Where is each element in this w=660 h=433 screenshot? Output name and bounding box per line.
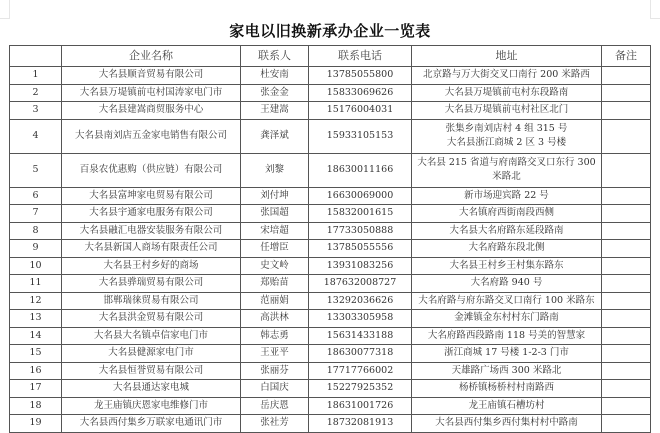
cell-address: 大名府路东段北侧: [412, 240, 602, 258]
cell-address: 金滩镇金东村村东门路南: [412, 310, 602, 328]
cell-address: 大名县大名府路东延段路南: [412, 222, 602, 240]
cell-name: 大名县南刘店五金家电销售有限公司: [62, 119, 241, 153]
cell-address: 浙江商城 17 号楼 1-2-3 门市: [412, 345, 602, 363]
cell-no: 4: [10, 119, 62, 153]
cell-contact: 张国超: [241, 205, 309, 223]
cell-name: 大名县富坤家电贸易有限公司: [62, 187, 241, 205]
cell-contact: 史文岭: [241, 257, 309, 275]
cell-address: 大名镇府西街南段西侧: [412, 205, 602, 223]
cell-name: 大名县西付集乡万联家电通讯门市: [62, 415, 241, 433]
table-row: [10, 153, 651, 187]
cell-phone: 18732081913: [309, 415, 412, 433]
cell-address: 大名府路与府东路交叉口南行 100 米路东: [412, 292, 602, 310]
cell-no: 15: [10, 345, 62, 363]
table-row: [10, 205, 651, 223]
cell-no: 16: [10, 362, 62, 380]
cell-phone: 15833069626: [309, 84, 412, 102]
cell-name: 大名县万堤镇前屯村国涛家电门市: [62, 84, 241, 102]
cell-no: 12: [10, 292, 62, 310]
table-row: [10, 327, 651, 345]
cell-address: 杨桥镇杨桥村村南路西: [412, 380, 602, 398]
cell-note: [602, 257, 651, 275]
cell-contact: 张金金: [241, 84, 309, 102]
table-row: [10, 380, 651, 398]
cell-note: [602, 240, 651, 258]
cell-phone: 16630069000: [309, 187, 412, 205]
cell-phone: 15631433188: [309, 327, 412, 345]
cell-address: 大名县万堤镇前屯村社区北门: [412, 102, 602, 120]
cell-contact: 岳庆恩: [241, 397, 309, 415]
cell-note: [602, 119, 651, 153]
cell-note: [602, 275, 651, 293]
cell-phone: 17733050888: [309, 222, 412, 240]
cell-no: 5: [10, 153, 62, 187]
cell-name: 大名县洪金贸易有限公司: [62, 310, 241, 328]
cell-note: [602, 397, 651, 415]
cell-no: 2: [10, 84, 62, 102]
cell-phone: 15933105153: [309, 119, 412, 153]
cell-name: 大名县宇通家电服务有限公司: [62, 205, 241, 223]
table-row: [10, 310, 651, 328]
cell-no: 8: [10, 222, 62, 240]
cell-note: [602, 205, 651, 223]
cell-no: 13: [10, 310, 62, 328]
cell-name: 大名县建嵩商贸服务中心: [62, 102, 241, 120]
table-row: [10, 415, 651, 433]
cell-phone: 17717766002: [309, 362, 412, 380]
cell-contact: 刘黎: [241, 153, 309, 187]
cell-name: 龙王庙镇庆恩家电维修门市: [62, 397, 241, 415]
document-title: 家电以旧换新承办企业一览表: [229, 22, 431, 40]
table-row: [10, 67, 651, 85]
cell-contact: 刘付坤: [241, 187, 309, 205]
cell-contact: 张丽芬: [241, 362, 309, 380]
cell-no: 7: [10, 205, 62, 223]
cell-contact: 王亚平: [241, 345, 309, 363]
cell-address: 大名县王村乡王村集东路东: [412, 257, 602, 275]
table-row: [10, 222, 651, 240]
cell-name: 邯郸瑞徕贸易有限公司: [62, 292, 241, 310]
table-row: [10, 292, 651, 310]
page-corner-mark: [0, 0, 10, 19]
cell-note: [602, 415, 651, 433]
table-header-row: [10, 46, 651, 67]
cell-no: 6: [10, 187, 62, 205]
cell-note: [602, 222, 651, 240]
cell-phone: 13785055556: [309, 240, 412, 258]
cell-contact: 宋培超: [241, 222, 309, 240]
cell-address: 大名县 215 省道与府南路交叉口东行 300 米路北: [412, 153, 602, 187]
cell-contact: 王建嵩: [241, 102, 309, 120]
cell-name: 大名县大名镇卓信家电门市: [62, 327, 241, 345]
cell-no: 17: [10, 380, 62, 398]
cell-note: [602, 310, 651, 328]
cell-contact: 张社芳: [241, 415, 309, 433]
cell-address: 天雄路广场西 300 米路北: [412, 362, 602, 380]
cell-address: 新市场迎宾路 22 号: [412, 187, 602, 205]
cell-no: 18: [10, 397, 62, 415]
cell-note: [602, 292, 651, 310]
cell-no: 3: [10, 102, 62, 120]
cell-contact: 郑贻苗: [241, 275, 309, 293]
cell-phone: 15176004031: [309, 102, 412, 120]
cell-note: [602, 345, 651, 363]
cell-name: 大名县王村乡好的商场: [62, 257, 241, 275]
cell-phone: 18630011166: [309, 153, 412, 187]
cell-address: 张集乡南刘店村 4 组 315 号 大名县浙江商城 2 区 3 号楼: [412, 119, 602, 153]
cell-address: 龙王庙镇石槽坊村: [412, 397, 602, 415]
cell-phone: 18631001726: [309, 397, 412, 415]
cell-address: 大名府路西段路南 118 号美的智慧家: [412, 327, 602, 345]
header-note: 备注: [602, 46, 651, 67]
cell-contact: 范丽娟: [241, 292, 309, 310]
cell-name: 大名县骅瑞贸易有限公司: [62, 275, 241, 293]
cell-name: 大名县融汇电器安装服务有限公司: [62, 222, 241, 240]
cell-address: 北京路与万大街交叉口南行 200 米路西: [412, 67, 602, 85]
cell-no: 11: [10, 275, 62, 293]
cell-phone: 187632008727: [309, 275, 412, 293]
cell-contact: 白国庆: [241, 380, 309, 398]
cell-address: 大名县万堤镇前屯村东段路南: [412, 84, 602, 102]
table-row: [10, 257, 651, 275]
table-row: [10, 187, 651, 205]
cell-name: 大名县通达家电城: [62, 380, 241, 398]
cell-no: 1: [10, 67, 62, 85]
header-no: [10, 46, 62, 67]
cell-address: 大名县西付集乡西付集村村中路南: [412, 415, 602, 433]
cell-phone: 13303305958: [309, 310, 412, 328]
cell-note: [602, 102, 651, 120]
cell-no: 14: [10, 327, 62, 345]
cell-name: 大名县顺音贸易有限公司: [62, 67, 241, 85]
cell-note: [602, 187, 651, 205]
cell-contact: 任增臣: [241, 240, 309, 258]
table-row: [10, 362, 651, 380]
cell-contact: 高洪林: [241, 310, 309, 328]
cell-contact: 韩志勇: [241, 327, 309, 345]
cell-address: 大名府路 940 号: [412, 275, 602, 293]
cell-no: 10: [10, 257, 62, 275]
header-phone: 联系电话: [309, 46, 412, 67]
cell-phone: 13931083256: [309, 257, 412, 275]
cell-note: [602, 153, 651, 187]
table-row: [10, 397, 651, 415]
enterprise-table: [9, 45, 651, 433]
cell-name: 大名县健源家电门市: [62, 345, 241, 363]
cell-no: 19: [10, 415, 62, 433]
table-row: [10, 345, 651, 363]
table-row: [10, 119, 651, 153]
cell-name: 百泉农优惠购（供应链）有限公司: [62, 153, 241, 187]
header-address: 地址: [412, 46, 602, 67]
cell-phone: 15832001615: [309, 205, 412, 223]
table-row: [10, 240, 651, 258]
table-row: [10, 84, 651, 102]
cell-name: 大名县恒誉贸易有限公司: [62, 362, 241, 380]
cell-note: [602, 67, 651, 85]
cell-phone: 13785055800: [309, 67, 412, 85]
header-name: 企业名称: [62, 46, 241, 67]
cell-note: [602, 327, 651, 345]
cell-phone: 13292036626: [309, 292, 412, 310]
header-contact: 联系人: [241, 46, 309, 67]
cell-note: [602, 380, 651, 398]
table-row: [10, 275, 651, 293]
table-row: [10, 102, 651, 120]
cell-phone: 18630077318: [309, 345, 412, 363]
cell-name: 大名县新国人商场有限责任公司: [62, 240, 241, 258]
cell-no: 9: [10, 240, 62, 258]
cell-note: [602, 84, 651, 102]
cell-contact: 杜安南: [241, 67, 309, 85]
page-corner-mark: [650, 0, 660, 19]
cell-note: [602, 362, 651, 380]
cell-contact: 龚泽斌: [241, 119, 309, 153]
cell-phone: 15227925352: [309, 380, 412, 398]
